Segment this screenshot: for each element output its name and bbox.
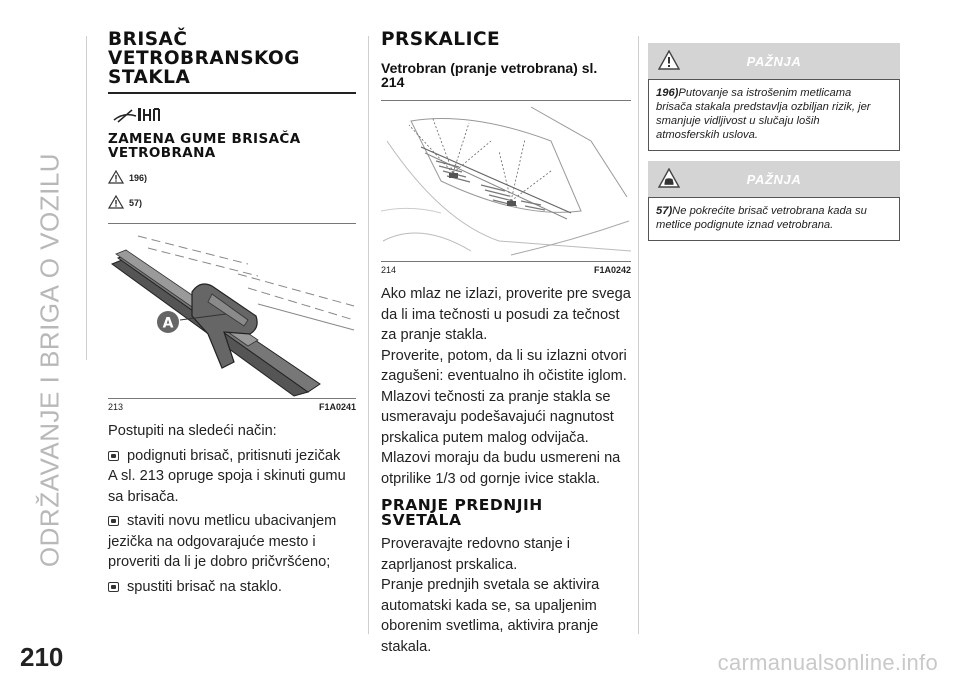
caution-ref: 196) [656, 87, 679, 99]
figure-caption [381, 265, 631, 275]
warning-ref-row-2 [108, 195, 356, 211]
column-divider-2 [638, 36, 639, 634]
watermark: carmanualsonline.info [717, 650, 938, 675]
caution-heading: PAŽNJA [746, 53, 802, 69]
side-rule [86, 36, 87, 360]
step-3: spustiti brisač na staklo. [108, 577, 356, 598]
side-chapter-title: ODRŽAVANJE I BRIGA O VOZILU [34, 152, 65, 568]
title-rule [108, 92, 356, 94]
figure-214 [381, 100, 631, 275]
warning-ref[interactable]: 196) [129, 173, 148, 183]
headlight-paragraph: Proveravajte redovno stanje i zaprljanost prskalica. Pranje prednjih svetala se aktivira automatski kada se, sa upaljenim oborenim svetlima, aktivira pranje stakala. [381, 536, 600, 655]
figure-frame [381, 100, 631, 262]
figure-code: F1A0242 [593, 265, 631, 275]
intro-text: Postupiti na sledeći način: [108, 423, 277, 439]
step-2: staviti novu metlicu ubacivanjem jezička na odgovarajuće mesto i proveriti da li je dobro pričvršćeno; [108, 513, 337, 570]
figure-number: 213 [108, 402, 124, 412]
wiper-icon [112, 104, 356, 124]
warning-triangle-icon [108, 195, 124, 211]
checkbox-bullet-icon [108, 451, 119, 461]
section-title: BRISAČ VETROBRANSKOG STAKLA [108, 29, 300, 88]
car-warning-icon [658, 168, 680, 193]
callout-a: A [162, 315, 174, 332]
column-divider-1 [368, 36, 369, 634]
caution-body: 57)Ne pokrećite brisač vetrobrana kada su metlice podignute iznad vetrobrana. [648, 197, 900, 241]
warning-ref[interactable]: 57) [129, 198, 143, 208]
warning-triangle-icon [108, 170, 124, 186]
caution-header [648, 161, 900, 197]
caution-box-1 [648, 43, 900, 151]
checkbox-bullet-icon [108, 516, 119, 526]
subsection-title: ZAMENA GUME BRISAČA VETROBRANA [108, 131, 301, 161]
windshield-washer-illustration [381, 101, 631, 261]
figure-code: F1A0241 [318, 402, 356, 412]
caution-body: 196)Putovanje sa istrošenim metlicama brisača stakala predstavlja ozbiljan rizik, jer smanjuje vidljivost u slučaju loših atmosferskih uslova. [648, 79, 900, 151]
washers-subtitle: Vetrobran (pranje vetrobrana) sl. 214 [381, 60, 598, 90]
caution-header [648, 43, 900, 79]
caution-box-2 [648, 161, 900, 241]
figure-number: 214 [381, 265, 397, 275]
headlight-washer-title: PRANJE PREDNJIH SVETALA [381, 496, 543, 529]
figure-frame [108, 223, 356, 399]
warning-triangle-icon [658, 50, 680, 75]
middle-column [381, 30, 631, 657]
figure-213 [108, 223, 356, 412]
warning-ref-row-1 [108, 170, 356, 186]
figure-caption [108, 402, 356, 412]
wiper-blade-illustration [108, 224, 356, 398]
right-column [648, 43, 900, 241]
left-column [108, 30, 356, 597]
checkbox-bullet-icon [108, 582, 119, 592]
step-1: podignuti brisač, pritisnuti jezičak A sl. 213 opruge spoja i skinuti gumu sa brisača. [108, 447, 346, 505]
washers-paragraph-1: Ako mlaz ne izlazi, proverite pre svega da li ima tečnosti u posudi za tečnost za pranje stakla. [381, 286, 631, 343]
page-number: 210 [20, 642, 64, 672]
washers-paragraph-2: Proverite, potom, da li su izlazni otvori zagušeni: eventualno ih očistite iglom. Mlazovi tečnosti za pranje stakla se usmeravaju podešavajući nagnutost prskalica putem malog odvijača. Mlazovi moraju da budu usmereni na otprilike 1/3 od gornje ivice stakla. [381, 347, 627, 487]
washers-title: PRSKALICE [381, 29, 501, 50]
caution-ref: 57) [656, 205, 673, 217]
caution-heading: PAŽNJA [746, 171, 802, 187]
